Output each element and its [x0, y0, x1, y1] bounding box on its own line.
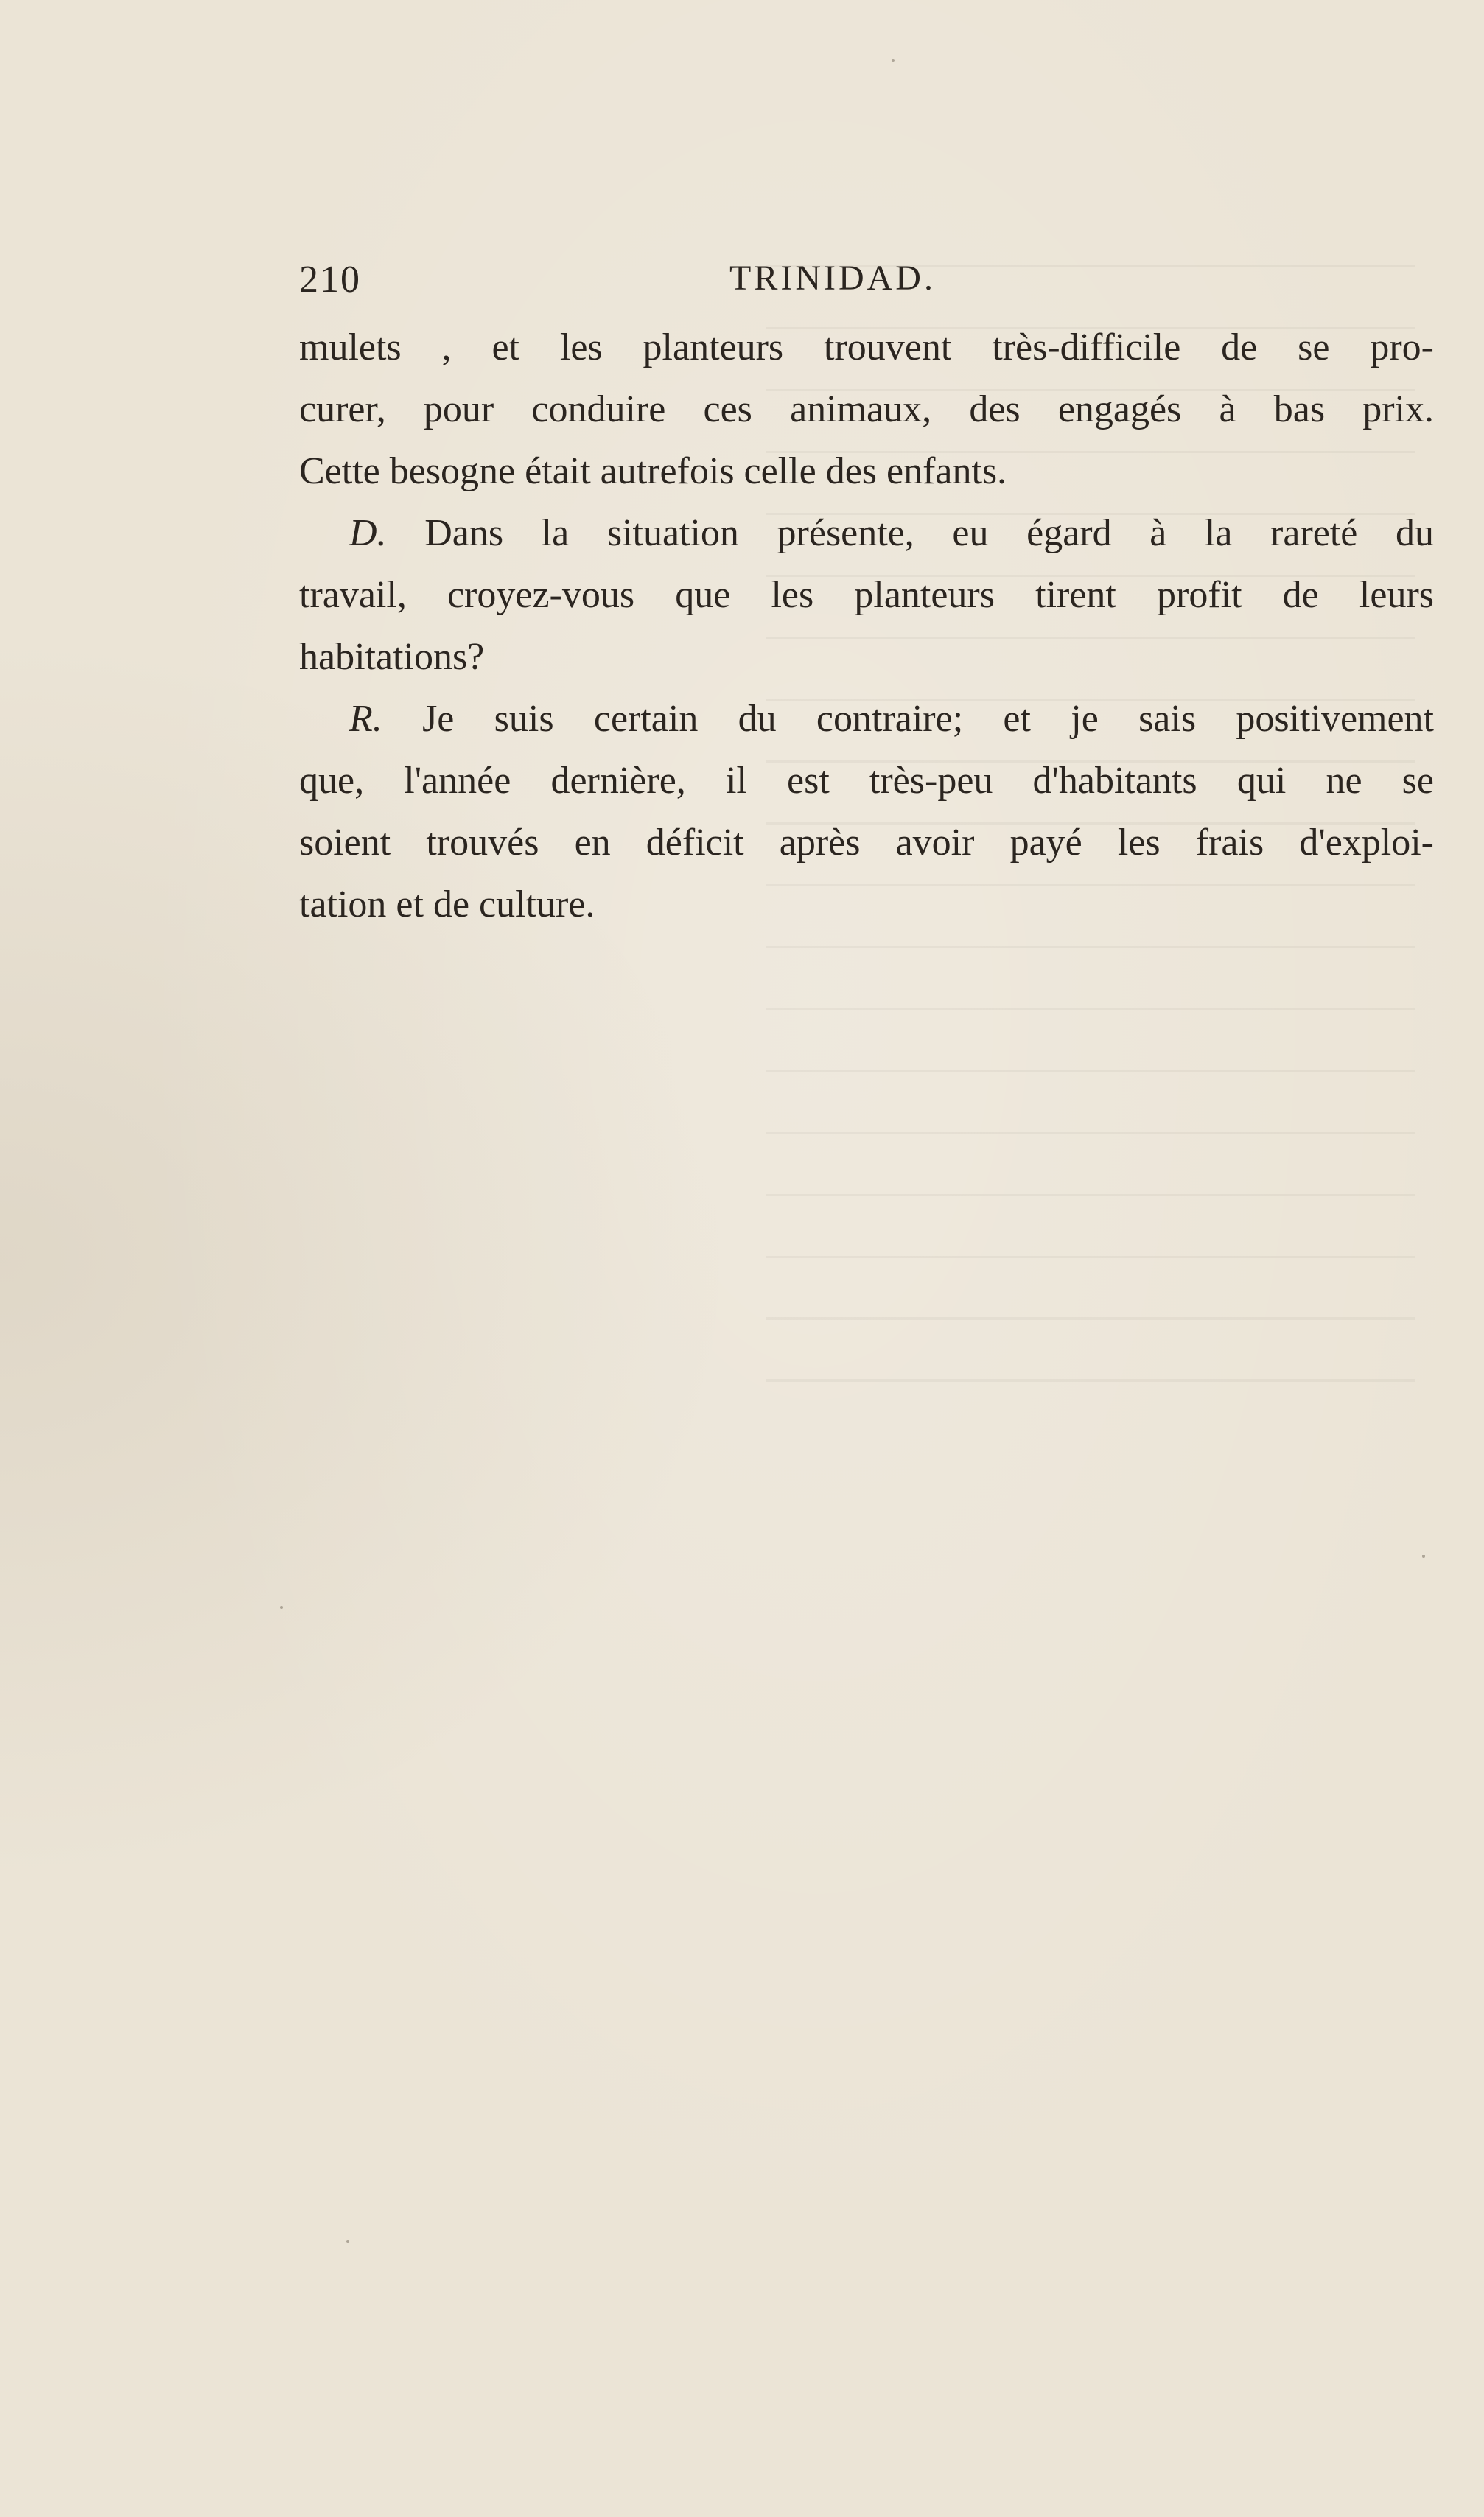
paper-speck [1422, 1555, 1425, 1558]
paper-speck [892, 59, 895, 62]
answer-line [299, 688, 1434, 750]
text-line: soient trouvés en déficit après avoir payé les frais d'exploi- [299, 822, 1434, 864]
paper-speck [346, 2240, 349, 2243]
text-line: Je suis certain du contraire; et je sais positivement [422, 698, 1434, 740]
speaker-label-answer: R. [349, 698, 382, 740]
text-line: Cette besogne était autrefois celle des enfants. [299, 450, 1007, 492]
speaker-label-question: D. [349, 512, 387, 554]
text-line: habitations? [299, 636, 485, 678]
paper-speck [280, 1606, 283, 1609]
running-head [299, 258, 1434, 302]
page-number: 210 [299, 259, 361, 301]
question-line [299, 503, 1434, 564]
text-line: travail, croyez-vous que les planteurs tirent profit de leurs [299, 574, 1434, 616]
text-line: mulets , et les planteurs trouvent très-difficile de se pro- [299, 326, 1434, 368]
text-line: que, l'année dernière, il est très-peu d'habitants qui ne se [299, 760, 1434, 802]
text-line: curer, pour conduire ces animaux, des engagés à bas prix. [299, 388, 1434, 430]
text-line: Dans la situation présente, eu égard à la rareté du [424, 512, 1434, 554]
running-title: TRINIDAD. [729, 259, 936, 298]
body-text [299, 317, 1434, 936]
text-line: tation et de culture. [299, 883, 595, 925]
